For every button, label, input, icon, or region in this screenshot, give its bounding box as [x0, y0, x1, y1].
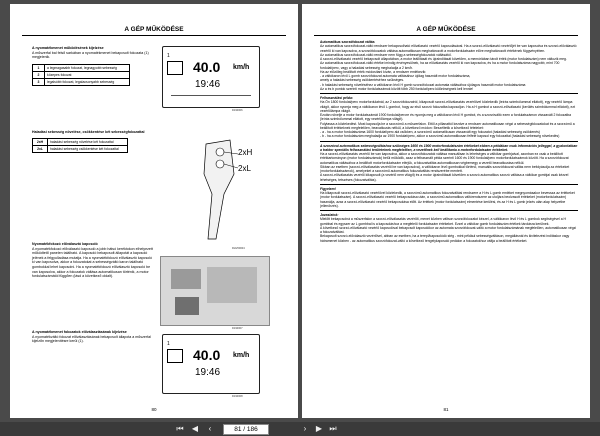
two-step-table — [32, 138, 128, 153]
speed-unit: km/h — [233, 352, 250, 359]
gear-table — [32, 64, 130, 86]
row-text: haladási sebesség csökkentése két fokozattal — [48, 146, 128, 153]
right-page — [302, 4, 590, 418]
table-row — [33, 72, 130, 79]
section-divider — [320, 93, 578, 94]
section-title: A nyomatékmenet működésének kijelzése — [32, 46, 104, 50]
section-divider — [320, 210, 578, 211]
figure-code: D190006 — [232, 109, 243, 112]
table-row — [33, 79, 130, 86]
paragraph: Az automatikus szorzófokozat-váltó rendszer nem függ a sebességfokozatok váltásától. — [320, 52, 452, 57]
speed-value: 40.0 — [193, 347, 221, 363]
divider — [171, 95, 251, 96]
section-divider — [320, 184, 578, 185]
paragraph-heading: Automatikus szorzófokozat váltás — [320, 40, 375, 44]
paragraph-heading: A szorzóval automatikus sebességváltáshoz szükséges 1600 és 1900 motorfordulatszám értékeket ebben a példában csak információs jelleggel, a gyakorlatban a traktor speciális felhasználási területeinek megfelelően, a vezetőnek kell beállítania a motorfordulatszám értékeket. — [320, 143, 578, 152]
dashboard-display — [162, 46, 260, 108]
paragraph: Ezután növelje a motor fordulatszámát 1900 fordulat/percre és nyomja meg a váltókaron lévő H gombot, és a szorzóváltó ezen a fordulatszámon visszavált 2 fokozatba (leírás szimbólummal ellátott, egy vezérlőlámpa világít). — [320, 113, 572, 122]
next-icon[interactable]: ▶ — [315, 424, 323, 433]
first-page-icon[interactable]: ⏮ — [176, 424, 184, 433]
gear-box-icon — [167, 349, 183, 363]
speed-value: 40.0 — [193, 59, 221, 75]
section-preselect-indicator — [32, 330, 156, 344]
table-row — [33, 65, 130, 72]
page-number: 81 — [443, 407, 449, 412]
paragraph: Ha kikapcsolt szorzó-előválasztó vezérlővel közlekedik, a szorzómű automatikus fokozatváltási rendszere a H és L gomb emléket megnyomásakor bevessza az értékeket (motor fordulatszám). A szorzó-előválasztó vezérlő bekapcsolása után, a szorzómű automatikus váltórendszere az utoljára beolvasott értékeket (motorfordulatszám) használja, azaz a szorzó-előválasztó vezérlő bekapcsolása előtt. Az értékek (motor fordulatszám) elmentése kerülési, és az H és L gomb jelzés után alap helyzetbe (ellenőrzés). — [320, 191, 575, 208]
table-row — [33, 146, 128, 153]
speed-unit: km/h — [233, 64, 250, 71]
gear-indicator-1: 1 — [167, 53, 170, 59]
paragraph: - b - ha a motor fordulatszám meghaladja az 1900 fordulat/perc, akkor a szorzómű automatikusan felfelé kapcsol egy fokozattal (haladási sebesség növekedés) — [320, 134, 560, 139]
paragraph: Sikban az esetben (szorzó-előválasztás vezérlő be van kapcsolva), a váltókaron lévő gombokkal történő, manuális szorzófokozat váltás nem befolyásolja az értékeket (motorfordulatszámok), amelyeket a szorzómű automatikus fokozatváltás rendszerébe mentett. — [320, 164, 570, 173]
section-text: A nyomatékfokozó előválasztó kapcsoló a jobb hátsó keréktokon elhelyezett működtető panelen található. A kapcsoló bekapcsolt állapotát a kapcsoló jelének a felgyulladása mutatja. Ha a nyomatékfokozó előválasztó kapcsoló ki van kapcsolva, akkor a fokozatokat a sebességváltó karon található gombokkal lehet kapcsolni. Ha a nyomatékfokozó előválasztó kapcsoló be van kapcsolva, akkor a fokozatok váltása automatikusan történik, a motor fordulatszámától függően (lásd a következő oldalt). — [32, 246, 153, 279]
section-title: Nyomatékfokozó előválasztó kapcsoló — [32, 242, 98, 246]
paragraph: Az automatikus szorzófokozat-váltó értékei mindig érvényesülnek, ha az előválasztás vezérlő ki van kapcsolva, és ha a motor fordulatszáma nagyobb, mint 700 fordulat/perc, vagy a haladási sebesség meghaladja a 2 km/h. — [320, 61, 560, 70]
paragraph: Mielőtt bekapcsolná a műszerfalon a szorzó-előválasztás vezérlőt, menet közben váltson szorzófokozatot kézzel, a váltókaron lévő H és L gombok segítségével a H gombbal és egyszer az L gombbal is a kapcsoláshoz a megfelelő fordulatszám értékeket. Ezzel a váltókar gomb fordulatszám értékek tárolásra kerülnek. — [320, 217, 567, 226]
panel-block — [207, 267, 257, 303]
viewer-toolbar — [0, 422, 600, 436]
paragraph: Bekapcsolt szorzó-előválasztó vezérlővel, abban az esetben, ha a terepi/kapcsolódó stég - mint például sebességváltáson, megállásnál és kivitelezést indításkor vagy hátramenet közben - az automatikus szorzófokozat-váltó a következő tengelykapcsoló pedálon a fokozatokhoz váltja a beállított értékeket. — [320, 234, 570, 243]
lever-label-l: 2xL — [238, 164, 251, 173]
clock-time: 19:46 — [195, 79, 221, 90]
prev-icon[interactable]: ‹ — [208, 424, 212, 433]
paragraph: A következő szorzó-előválasztó vezérlő kapcsolóval bekapcsolt kapcsolókor az automata szorzófokozat-váltó a motor fordulatszámának megfelelően, automatikusan végzi a fokozatváltást. — [320, 225, 577, 234]
preselect-indicator: 1 — [167, 341, 170, 347]
section-text: A nyomatékváltó fokozat előválasztásának bekapcsolt állapota a műszerfal kijelzőn megjelenítésre kerül (1). — [32, 334, 151, 344]
paragraph-heading: Figyelem! — [320, 186, 336, 191]
row-number: 2 — [33, 72, 45, 79]
figure-code: RHV00004 — [232, 247, 245, 250]
paragraph: - a váltókaron lévő L gomb szorzófokozat automata váltásához újólag használt motor fordulatszáma, — [320, 74, 471, 78]
row-text: haladási sebesség növelése két fokozattal — [48, 139, 128, 146]
page-header: A GÉP MŰKÖDÉSE — [124, 26, 184, 33]
paragraph: Az a és b pontok szerinti motor fordulatszámok között több 250 fordulat/perc különbségnek kell lennie! — [320, 86, 474, 91]
page-header: A GÉP MŰKÖDÉSE — [416, 26, 476, 33]
left-page — [10, 4, 298, 418]
header-rule — [22, 35, 286, 36]
section-title: Haladási sebesség növelése, csökkentése két sebességfokozattal — [32, 130, 145, 134]
paragraph: amely a haladási sebesség csökkentéséhez szükséges. — [320, 78, 405, 83]
paragraph: Ha a szorzó-előválasztás vezérlő be van kapcsolva, akkor a szorzófokozatok váltása manuálisan is lehetséges a váltókar gombjaival, azonban ez csak a beállított értéktartományon (motor fordulatszámok) belül működik, azaz a felhasznált példa szerinti 1600 és 1900 fordulat/perc motorfordulatszámok között. Ha a szorzófokozat automatikus váltásához a beállított motorfordulatszám elérjük, a fokozatváltás automatikusan végbemegy a vezető beavatkozása nélkül. — [320, 152, 569, 165]
section-preselect-switch — [32, 242, 154, 279]
panel-block — [175, 297, 199, 315]
figure-code: D190007 — [232, 327, 243, 330]
page-number: 80 — [151, 407, 157, 412]
clock-time: 19:46 — [195, 367, 221, 378]
row-text: a legmagasabb fokozat, legnagyobb sebesség — [45, 65, 130, 72]
row-text: legalsóbb fokozat, legalacsonyabb sebesség — [45, 79, 130, 86]
dashboard-display-2 — [162, 334, 260, 394]
page-input[interactable]: 81 / 186 — [223, 424, 269, 435]
paragraph: - b haladási sebesség növeléséhez a váltókaron lévő H gomb szorzófokozat automata váltásához újólagos használt motor fordulatszáma — [320, 82, 526, 87]
row-number: 2xL — [33, 146, 48, 153]
last-page-icon[interactable]: ⏭ — [329, 424, 337, 433]
panel-block — [171, 269, 201, 289]
row-number: 2xH — [33, 139, 48, 146]
section-text: A műszerfal bal felső sarkában a nyomatékmenet bekapcsolt fokozata (1) megjelenik. — [32, 50, 149, 60]
paragraph-heading: Javaslatok: — [320, 213, 339, 217]
gear-lever-icon — [186, 134, 266, 244]
figure-code: D190008 — [232, 395, 243, 398]
paragraph: Ha Ön 1800 fordulat/perc motorfordulatnál, az 2 szorzófokozatról, kikapcsolt szorzó-előválasztás vezérlővel közlekedik (leírás szimbólummal ellátott), egy vezérlő lámpa világít, akkor nyomja meg a váltókaron lévő L gombot, hogy az első szorzó fokozatba kapcsoljon. Ha a H gombot a szorzó-előválasztó (kerülés szimbólummal ellátott), ezt vezérlőlámpa világít. — [320, 100, 576, 113]
section-gear-indicator — [32, 46, 150, 60]
paragraph: A szorzó-előválasztás vezérlő kikapcsolt (a vezérlő nem világít) és a motor újraindítását követően a szorzó automatikus szorzó váltása a váltókar gombjai csak kézzel lehetséges, tetszéses (fokozatváltás). — [320, 173, 569, 182]
paragraph: Az automatikus szorzófokozat-váltó rendszer bekapcsolható előválasztó vezérlő kapcsolásával. Ha a szorzó-előválasztó vezérlőjét be van kapcsolva és szorzó-előválasztó vezérlő ki van kapcsolva, a szorzófokozatok váltása automatikusan meghatározott a motorfordulatszám előre meghatározott értékének függvényében. — [320, 44, 577, 53]
row-text: közepes fokozat — [45, 72, 130, 79]
gear-lever-figure — [186, 134, 266, 244]
control-panel-photo — [160, 256, 270, 326]
section-divider — [320, 141, 578, 142]
section-title: A nyomatékmenet fokozatok előválasztásának kijelzése — [32, 330, 127, 334]
paragraph: Folytassa a közlekedést. Most kapcsolja be a szorzómű a műszerfalon. Ettől a pillanattól kezdve a rendszer automatikusan végzi a sebességfokozatokat és a szorzómű a beállított értékeknek megfelelően, beavatkozás nélkül, a következő módon: Beszéltetik a következő tételeket: — [320, 121, 575, 130]
paragraph: Ha az előzőleg beállított érték módosítani kíván, a rendszer emlékezik: — [320, 69, 427, 74]
prev-page-icon[interactable]: ◀ — [191, 424, 199, 433]
lever-label-h: 2xH — [238, 148, 253, 157]
right-page-text — [320, 40, 578, 243]
next-page-icon[interactable]: › — [303, 424, 307, 433]
row-number: 3 — [33, 79, 45, 86]
paragraph: - a - ha a motor fordulatszáma 1600 fordulat/perc alá csökken, a szorzómű automatikusan visszavált egy fokozatot (haladási sebesség csökkenés) — [320, 130, 540, 134]
header-rule — [314, 35, 578, 36]
paragraph: A szorzó-előválasztó vezérlő bekapcsolt állapotában, a motor leállítását és újraindítását követően, a memóriában tárolt érték (motor fordulatszám) nem változik meg. — [320, 57, 567, 61]
row-number: 1 — [33, 65, 45, 72]
gear-box-icon — [167, 61, 183, 75]
table-row — [33, 139, 128, 146]
paragraph-heading: Felhasználási példa: — [320, 96, 353, 100]
